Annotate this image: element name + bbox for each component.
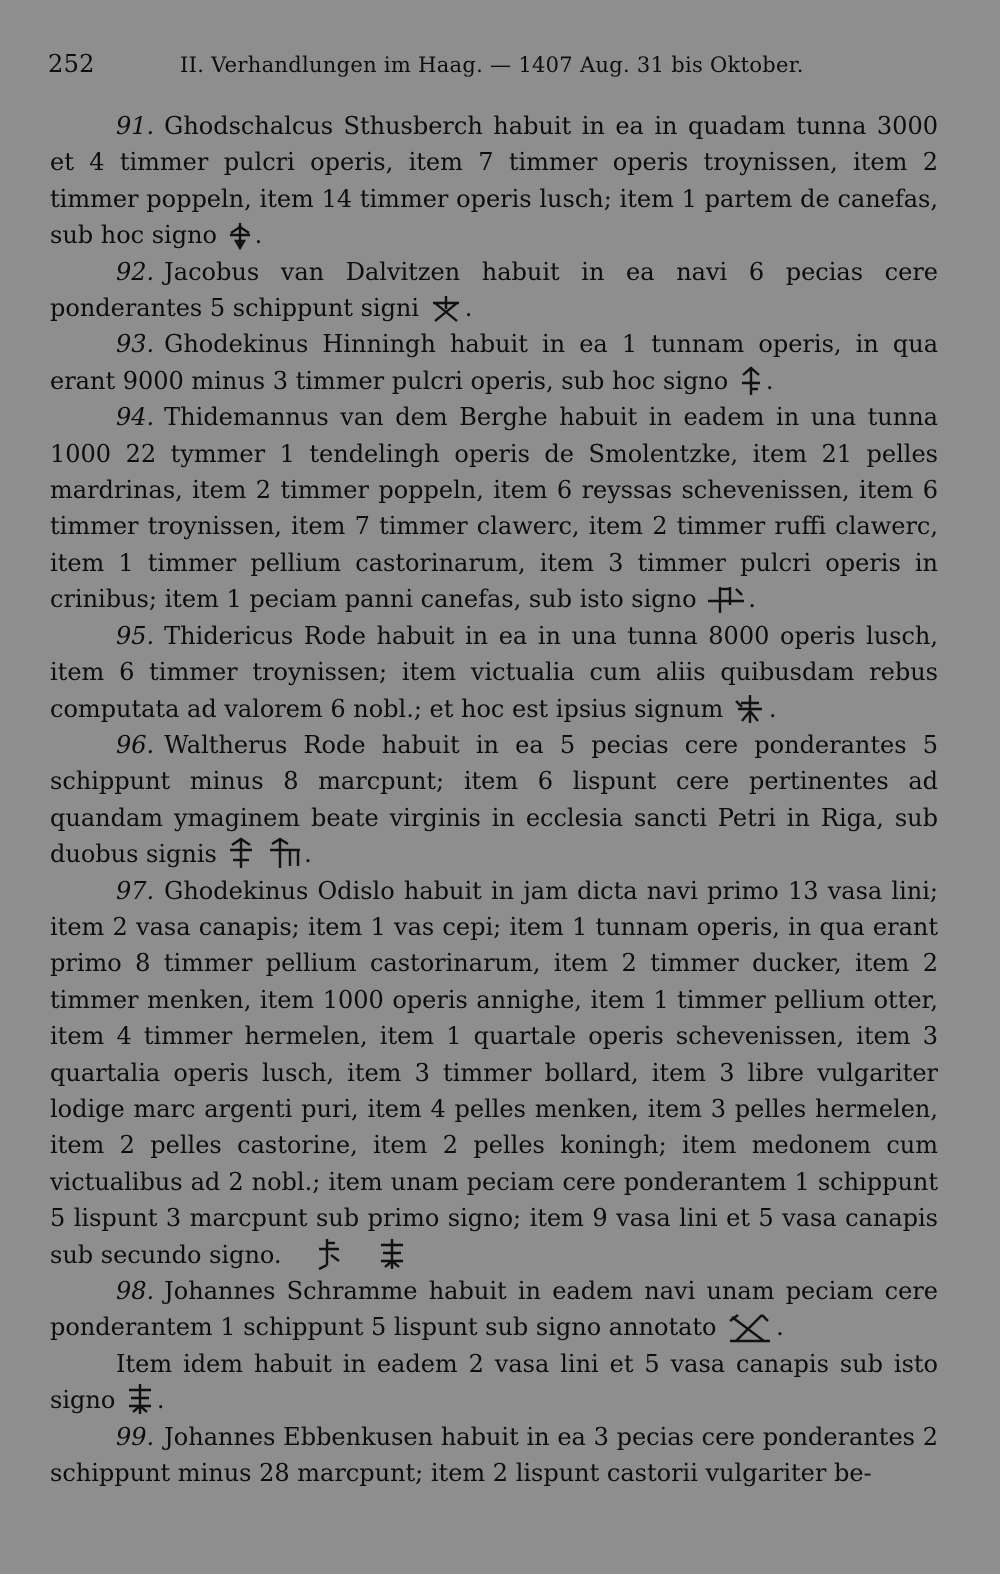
merchant-mark-icon [726,1311,774,1343]
entry-number: 98. [116,1277,155,1305]
merchant-mark-icon [429,294,463,324]
merchant-mark-icon [313,1237,343,1271]
merchant-mark-icon [738,365,764,397]
running-title: II. Verhandlungen im Haag. — 1407 Aug. 31 bis Oktober. [180,53,804,77]
entry-95: 95. Thidericus Rode habuit in ea in una tunna 8000 operis lusch, item 6 timmer troynissen; item victualia cum aliis quibusdam rebus computata ad valorem 6 nobl.; et hoc est ipsius signum . [50,621,938,723]
entry-text: Ghodekinus Hinningh habuit in ea 1 tunnam operis, in qua erant 9000 minus 3 timmer pulcri operis, sub hoc signo [50,330,938,395]
entry-number: 95. [116,621,155,650]
merchant-mark-icon [733,693,767,725]
entry-number: 93. [116,330,155,359]
entry-98-continued: Item idem habuit in eadem 2 vasa lini et 5 vasa canapis sub isto signo . [50,1349,938,1415]
entry-text: Johannes Schramme habuit in eadem navi unam peciam cere ponderantem 1 schippunt 5 lispunt sub signo annotato [50,1277,938,1342]
entry-text: Johannes Ebbenkusen habuit in ea 3 pecias cere ponderantes 2 schippunt minus 28 marcpunt; item 2 lispunt castorii vulgariter be- [50,1422,938,1488]
document-body [50,108,938,1491]
merchant-mark-icon [226,836,256,870]
merchant-mark-icon [268,836,302,870]
entry-number: 94. [116,403,155,432]
entry-93: 93. Ghodekinus Hinningh habuit in ea 1 tunnam operis, in qua erant 9000 minus 3 timmer pulcri operis, sub hoc signo . [50,330,938,395]
merchant-mark-icon [227,221,253,251]
entry-number: 96. [116,730,155,759]
entry-99 [50,1419,938,1492]
merchant-mark-icon [706,583,746,615]
merchant-mark-icon [377,1237,407,1271]
page-number: 252 [48,50,95,78]
entry-91: 91. Ghodschalcus Sthusberch habuit in ea in quadam tunna 3000 et 4 timmer pulcri operis, item 7 timmer operis troynissen, item 2 timmer poppeln, item 14 timmer operis lusch; item 1 partem de canefas, sub hoc signo . [50,112,938,250]
page-header [48,50,948,84]
entry-text: Ghodekinus Odislo habuit in jam dicta navi primo 13 vasa lini; item 2 vasa canapis; item 1 vas cepi; item 1 tunnam operis, in qua erant primo 8 timmer pellium castorinarum, item 2 timmer ducker, item 2 timmer menken, item 1000 operis annighe, item 1 timmer pellium otter, item 4 timmer hermelen, item 1 quartale operis schevenissen, item 3 quartalia operis lusch, item 3 timmer bollard, item 3 libre vulgariter lodige marc argenti puri, item 4 pelles menken, item 3 pelles hermelen, item 2 pelles castorine, item 2 pelles koningh; item medonem cum victualibus ad 2 nobl.; item unam peciam cere ponderantem 1 schippunt 5 lispunt 3 marcpunt sub primo signo; item 9 vasa lini et 5 vasa canapis sub secundo signo. [50,876,938,1269]
entry-98: 98. Johannes Schramme habuit in eadem navi unam peciam cere ponderantem 1 schippunt 5 lispunt sub signo annotato . [50,1277,938,1342]
entry-text: Jacobus van Dalvitzen habuit in ea navi 6 pecias cere ponderantes 5 schippunt signi [50,257,938,323]
merchant-mark-icon [125,1382,155,1416]
entry-96: 96. Waltherus Rode habuit in ea 5 pecias cere ponderantes 5 schippunt minus 8 marcpunt; item 6 lispunt cere pertinentes ad quandam ymaginem beate virginis in ecclesia sancti Petri in Riga, sub duobus signis . [50,730,938,869]
entry-text: Thidemannus van dem Berghe habuit in eadem in una tunna 1000 22 tymmer 1 tendelingh operis de Smolentzke, item 21 pelles mardrinas, item 2 timmer poppeln, item 6 reyssas schevenissen, item 6 timmer troynissen, item 7 timmer clawerc, item 2 timmer ruffi clawerc, item 1 timmer pellium castorinarum, item 3 timmer pulcri operis in crinibus; item 1 peciam panni canefas, sub isto signo [50,403,938,614]
entry-number: 91. [116,112,155,140]
entry-number: 97. [116,876,155,905]
entry-97 [50,873,938,1273]
entry-number: 92. [116,257,155,286]
entry-text: Ghodschalcus Sthusberch habuit in ea in quadam tunna 3000 et 4 timmer pulcri operis, item 7 timmer operis troynissen, item 2 timmer poppeln, item 14 timmer operis lusch; item 1 partem de canefas, sub hoc signo [50,112,938,250]
entry-text: Waltherus Rode habuit in ea 5 pecias cere ponderantes 5 schippunt minus 8 marcpunt; item 6 lispunt cere pertinentes ad quandam ymaginem beate virginis in ecclesia sancti Petri in Riga, sub duobus signis [50,730,938,869]
entry-92: 92. Jacobus van Dalvitzen habuit in ea navi 6 pecias cere ponderantes 5 schippunt signi . [50,257,938,323]
entry-94: 94. Thidemannus van dem Berghe habuit in eadem in una tunna 1000 22 tymmer 1 tendelingh operis de Smolentzke, item 21 pelles mardrinas, item 2 timmer poppeln, item 6 reyssas schevenissen, item 6 timmer troynissen, item 7 timmer clawerc, item 2 timmer ruffi clawerc, item 1 timmer pellium castorinarum, item 3 timmer pulcri operis in crinibus; item 1 peciam panni canefas, sub isto signo . [50,403,938,614]
entry-text: Thidericus Rode habuit in ea in una tunna 8000 operis lusch, item 6 timmer troynissen; item victualia cum aliis quibusdam rebus computata ad valorem 6 nobl.; et hoc est ipsius signum [50,621,938,723]
entry-number: 99. [116,1422,155,1451]
entry-text: Item idem habuit in eadem 2 vasa lini et 5 vasa canapis sub isto signo [50,1349,938,1415]
